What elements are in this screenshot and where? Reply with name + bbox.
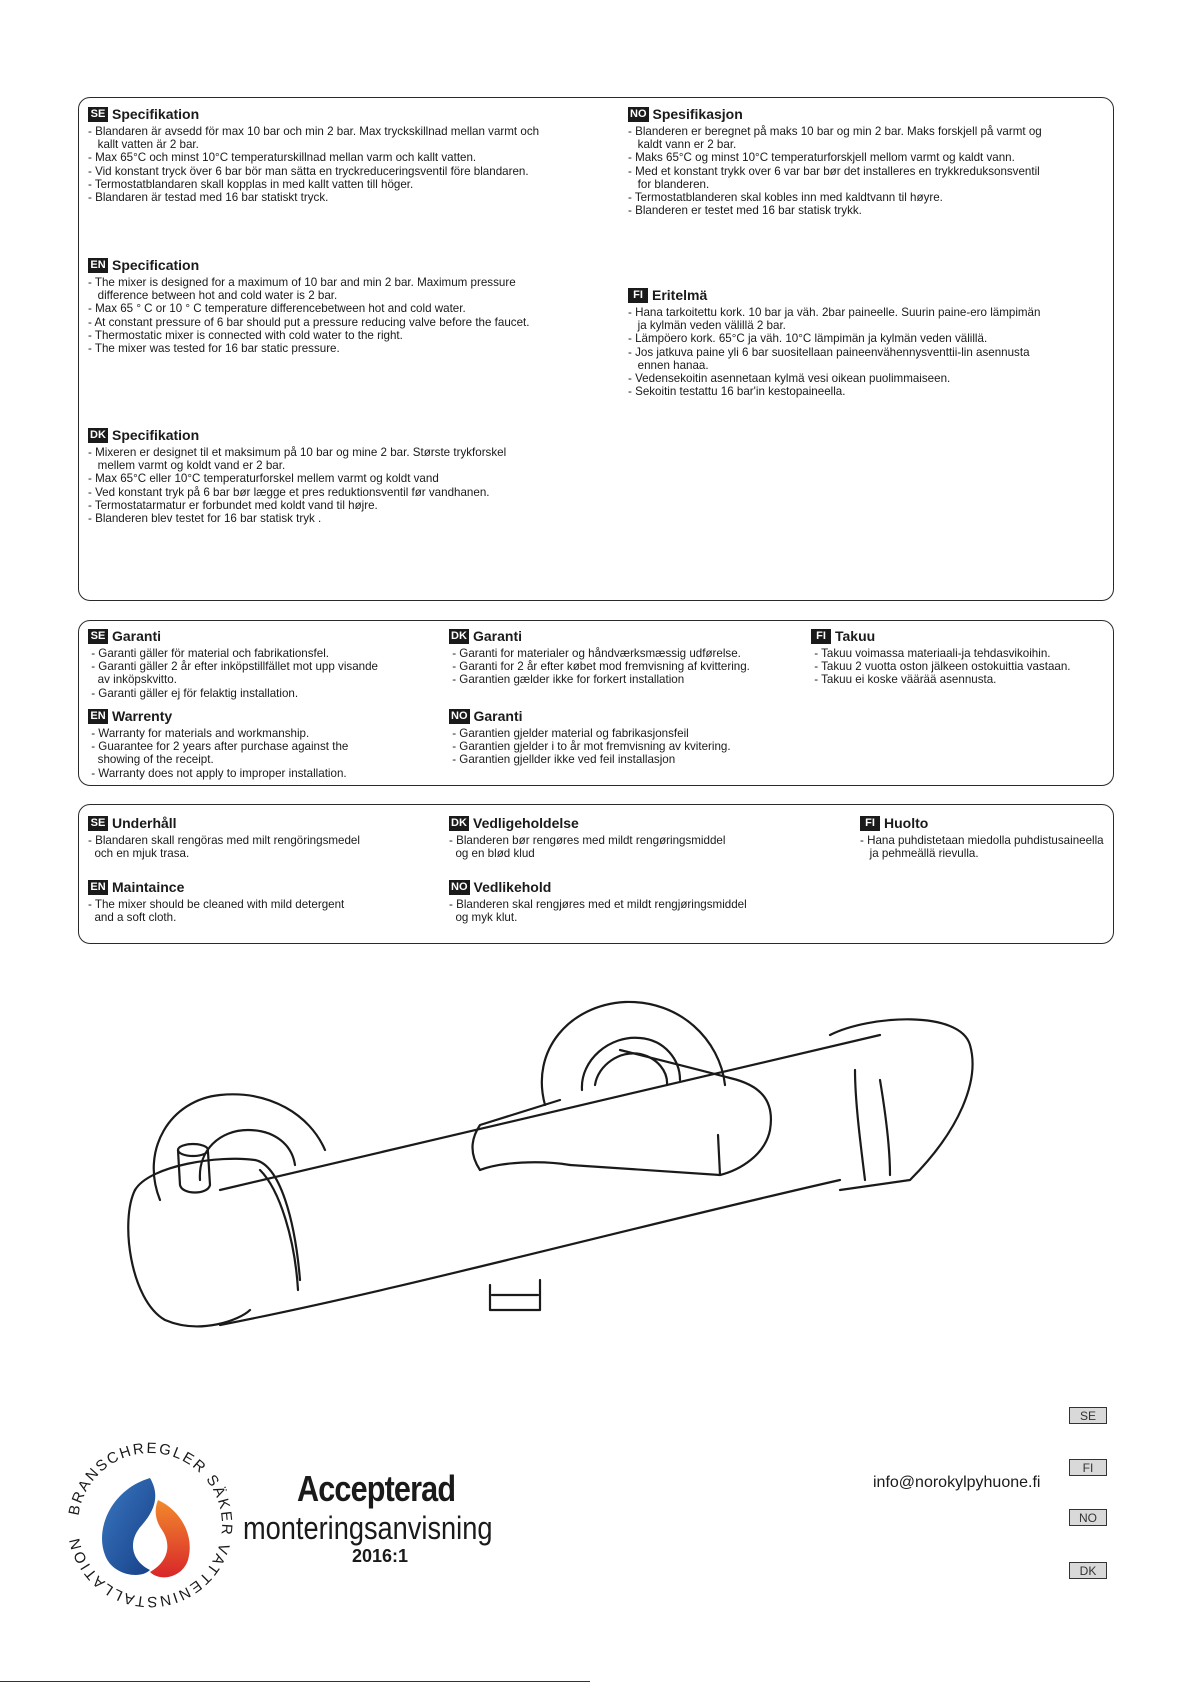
maintenance-no bbox=[449, 879, 747, 924]
section-line: ja kylmän veden välillä 2 bar. bbox=[628, 319, 786, 333]
section-line: - Takuu ei koske väärää asennusta. bbox=[811, 673, 997, 687]
section-line: - Warranty for materials and workmanship. bbox=[88, 727, 310, 740]
section-lines bbox=[88, 647, 378, 700]
section-line: mellem varmt og koldt vand er 2 bar. bbox=[88, 459, 286, 473]
spec-dk bbox=[88, 427, 506, 525]
lang-badge: FI bbox=[860, 816, 880, 831]
section-line: - The mixer was tested for 16 bar static pressure. bbox=[88, 342, 340, 356]
lang-badge: NO bbox=[630, 107, 647, 120]
section-line: - Blanderen er testet med 16 bar statisk trykk. bbox=[628, 204, 862, 218]
section-line: showing of the receipt. bbox=[88, 753, 214, 767]
section-line: - Garanti gäller för material och fabrikationsfel. bbox=[88, 647, 329, 660]
section-line: - The mixer should be cleaned with mild detergent bbox=[88, 898, 345, 911]
section-line: - Garanti gäller ej för felaktig installation. bbox=[88, 686, 299, 700]
section-line: - Max 65°C eller 10°C temperaturforskel mellem varmt og koldt vand bbox=[88, 472, 439, 486]
section-lines bbox=[449, 898, 747, 924]
section-title: Spesifikasjon bbox=[652, 106, 743, 122]
section-line: - Med et konstant trykk over 6 var bar bør det installeres en trykkreduksonsventil bbox=[628, 164, 1040, 178]
section-title: Garanti bbox=[112, 628, 162, 644]
warranty-se bbox=[88, 628, 378, 700]
section-lines bbox=[449, 834, 725, 860]
lang-badge: DK bbox=[88, 428, 108, 443]
section-lines bbox=[628, 125, 1042, 217]
section-line: - Max 65°C och minst 10°C temperaturskillnad mellan varm och kallt vatten. bbox=[88, 151, 477, 165]
section-title: Warrenty bbox=[112, 708, 173, 724]
lang-tab-no: NO bbox=[1069, 1509, 1107, 1526]
section-lines bbox=[88, 834, 360, 860]
section-line: - Termostatblandaren skall kopplas in med kallt vatten till höger. bbox=[88, 177, 414, 191]
section-line: - Garanti gäller 2 år efter inköpstillfället mot upp visande bbox=[88, 660, 378, 674]
section-line: - The mixer is designed for a maximum of 10 bar and min 2 bar. Maximum pressure bbox=[88, 276, 516, 289]
section-line: - Takuu voimassa materiaali-ja tehdasvikoihin. bbox=[811, 647, 1051, 660]
section-line: och en mjuk trasa. bbox=[88, 847, 190, 861]
section-line: kaldt vann er 2 bar. bbox=[628, 138, 737, 152]
section-lines bbox=[628, 306, 1040, 398]
footer-divider bbox=[0, 1681, 590, 1682]
section-line: - Blandaren är avsedd för max 10 bar och min 2 bar. Max tryckskillnad mellan varmt och bbox=[88, 125, 540, 138]
section-line: - Garanti for 2 år efter købet mod fremvisning af kvittering. bbox=[449, 660, 750, 674]
section-lines bbox=[811, 647, 1071, 687]
section-line: - Warranty does not apply to improper installation. bbox=[88, 766, 347, 780]
section-lines bbox=[88, 276, 529, 355]
section-line: - Termostatarmatur er forbundet med koldt vand til højre. bbox=[88, 498, 378, 512]
section-line: - Blandaren skall rengöras med milt rengöringsmedel bbox=[88, 834, 360, 847]
section-title: Garanti bbox=[473, 708, 523, 724]
section-line: - Vid konstant tryck över 6 bar bör man sätta en tryckreduceringsventil före blandaren. bbox=[88, 164, 529, 178]
section-line: av inköpskvitto. bbox=[88, 673, 177, 687]
lang-tab-se: SE bbox=[1069, 1407, 1107, 1424]
svg-text:BRANSCHREGLER SÄKER VATTENINST bbox=[66, 1440, 236, 1610]
lang-tab-fi: FI bbox=[1069, 1459, 1107, 1476]
warranty-fi bbox=[811, 628, 1071, 687]
lang-badge: SE bbox=[88, 107, 108, 122]
lang-badge: EN bbox=[88, 880, 108, 895]
section-line: for blanderen. bbox=[628, 177, 710, 191]
lang-badge: EN bbox=[88, 709, 108, 724]
section-line: - At constant pressure of 6 bar should put a pressure reducing valve before the faucet. bbox=[88, 315, 530, 329]
section-line: - Garantien gjelder i to år mot fremvisning av kvitering. bbox=[449, 740, 731, 754]
section-line: - Blanderen er beregnet på maks 10 bar og min 2 bar. Maks forskjell på varmt og bbox=[628, 125, 1042, 138]
lang-badge: EN bbox=[88, 258, 108, 273]
section-line: - Maks 65°C og minst 10°C temperaturforskjell mellom varmt og kaldt vann. bbox=[628, 151, 1015, 165]
spec-fi bbox=[628, 287, 1040, 398]
section-title: Huolto bbox=[884, 815, 929, 831]
accepted-title: Accepterad bbox=[297, 1468, 456, 1509]
section-line: difference between hot and cold water is 2 bar. bbox=[88, 289, 338, 303]
section-line: - Blanderen skal rengjøres med et mildt rengjøringsmiddel bbox=[449, 898, 747, 911]
spec-se bbox=[88, 106, 539, 204]
maintenance-fi bbox=[860, 815, 1104, 860]
section-title: Vedlikehold bbox=[473, 879, 552, 895]
section-line: - Guarantee for 2 years after purchase against the bbox=[88, 740, 349, 754]
maintenance-dk bbox=[449, 815, 725, 860]
section-title: Takuu bbox=[835, 628, 876, 644]
spec-no bbox=[628, 106, 1042, 217]
section-line: ennen hanaa. bbox=[628, 358, 709, 372]
section-line: - Garanti for materialer og håndværksmæssig udførelse. bbox=[449, 647, 741, 660]
spec-en bbox=[88, 257, 529, 355]
section-lines bbox=[88, 898, 344, 924]
section-line: og myk klut. bbox=[449, 911, 518, 925]
section-line: - Blanderen bør rengøres med mildt rengøringsmiddel bbox=[449, 834, 726, 847]
section-lines bbox=[860, 834, 1104, 860]
section-title: Vedligeholdelse bbox=[473, 815, 579, 831]
section-line: - Vedensekoitin asennetaan kylmä vesi oikean puolimmaiseen. bbox=[628, 372, 951, 386]
lang-badge: DK bbox=[449, 629, 469, 644]
section-line: - Blanderen blev testet for 16 bar statisk tryk . bbox=[88, 512, 322, 526]
section-line: - Blandaren är testad med 16 bar statiskt tryck. bbox=[88, 191, 329, 205]
section-line: ja pehmeällä rievulla. bbox=[860, 847, 979, 861]
section-title: Garanti bbox=[473, 628, 523, 644]
section-title: Specification bbox=[112, 257, 200, 273]
section-line: - Lämpöero kork. 65°C ja väh. 10°C lämpimän ja kylmän veden välillä. bbox=[628, 332, 988, 346]
section-line: - Mixeren er designet til et maksimum på 10 bar og mine 2 bar. Største trykforskel bbox=[88, 446, 507, 459]
section-line: - Termostatblanderen skal kobles inn med kaldtvann til høyre. bbox=[628, 191, 943, 205]
section-line: - Hana tarkoitettu kork. 10 bar ja väh. 2bar paineelle. Suurin paine-ero lämpimän bbox=[628, 306, 1041, 319]
warranty-no bbox=[449, 708, 731, 767]
maintenance-se bbox=[88, 815, 360, 860]
accepted-year: 2016:1 bbox=[352, 1546, 409, 1566]
section-line: - Hana puhdistetaan miedolla puhdistusaineella bbox=[860, 834, 1104, 847]
section-line: - Garantien gjellder ikke ved feil installasjon bbox=[449, 753, 676, 767]
section-line: - Sekoitin testattu 16 bar'in kestopaineella. bbox=[628, 385, 846, 399]
section-line: og en blød klud bbox=[449, 847, 535, 861]
certification-seal-icon bbox=[50, 1430, 250, 1610]
accepted-subtitle: monteringsanvisning bbox=[243, 1510, 493, 1546]
section-line: - Jos jatkuva paine yli 6 bar suositellaan paineenvähennysventtii-lin asennusta bbox=[628, 345, 1030, 359]
lang-badge: SE bbox=[88, 816, 108, 831]
section-title: Underhåll bbox=[112, 815, 177, 831]
section-lines bbox=[88, 125, 539, 204]
lang-badge: NO bbox=[451, 880, 468, 893]
lang-badge: SE bbox=[88, 629, 108, 644]
section-line: kallt vatten är 2 bar. bbox=[88, 138, 199, 152]
section-line: - Max 65 ° C or 10 ° C temperature differencebetween hot and cold water. bbox=[88, 302, 466, 316]
lang-badge: NO bbox=[451, 709, 468, 722]
section-title: Maintaince bbox=[112, 879, 185, 895]
contact-email: info@norokylpyhuone.fi bbox=[873, 1474, 1041, 1491]
section-title: Eritelmä bbox=[652, 287, 708, 303]
lang-badge: DK bbox=[449, 816, 469, 831]
seal-ring-text: BRANSCHREGLER SÄKER VATTENINSTALLATION bbox=[65, 1439, 236, 1610]
section-title: Specifikation bbox=[112, 106, 200, 122]
section-line: and a soft cloth. bbox=[88, 911, 177, 925]
section-line: - Thermostatic mixer is connected with cold water to the right. bbox=[88, 328, 403, 342]
warranty-en bbox=[88, 708, 348, 780]
section-line: - Garantien gælder ikke for forkert installation bbox=[449, 673, 685, 687]
section-line: - Takuu 2 vuotta oston jälkeen ostokuittia vastaan. bbox=[811, 660, 1071, 674]
warranty-dk bbox=[449, 628, 750, 687]
thermostatic-mixer-illustration bbox=[120, 990, 1000, 1340]
maintenance-en bbox=[88, 879, 344, 924]
section-lines bbox=[449, 727, 731, 767]
section-lines bbox=[449, 647, 750, 687]
section-lines bbox=[88, 727, 348, 780]
lang-badge: FI bbox=[811, 629, 831, 644]
section-line: - Garantien gjelder material og fabrikasjonsfeil bbox=[449, 727, 689, 740]
section-lines bbox=[88, 446, 506, 525]
lang-tab-dk: DK bbox=[1069, 1562, 1107, 1579]
section-title: Specifikation bbox=[112, 427, 200, 443]
section-line: - Ved konstant tryk på 6 bar bør lægge et pres reduktionsventil før vandhanen. bbox=[88, 485, 490, 499]
lang-badge: FI bbox=[628, 288, 648, 303]
